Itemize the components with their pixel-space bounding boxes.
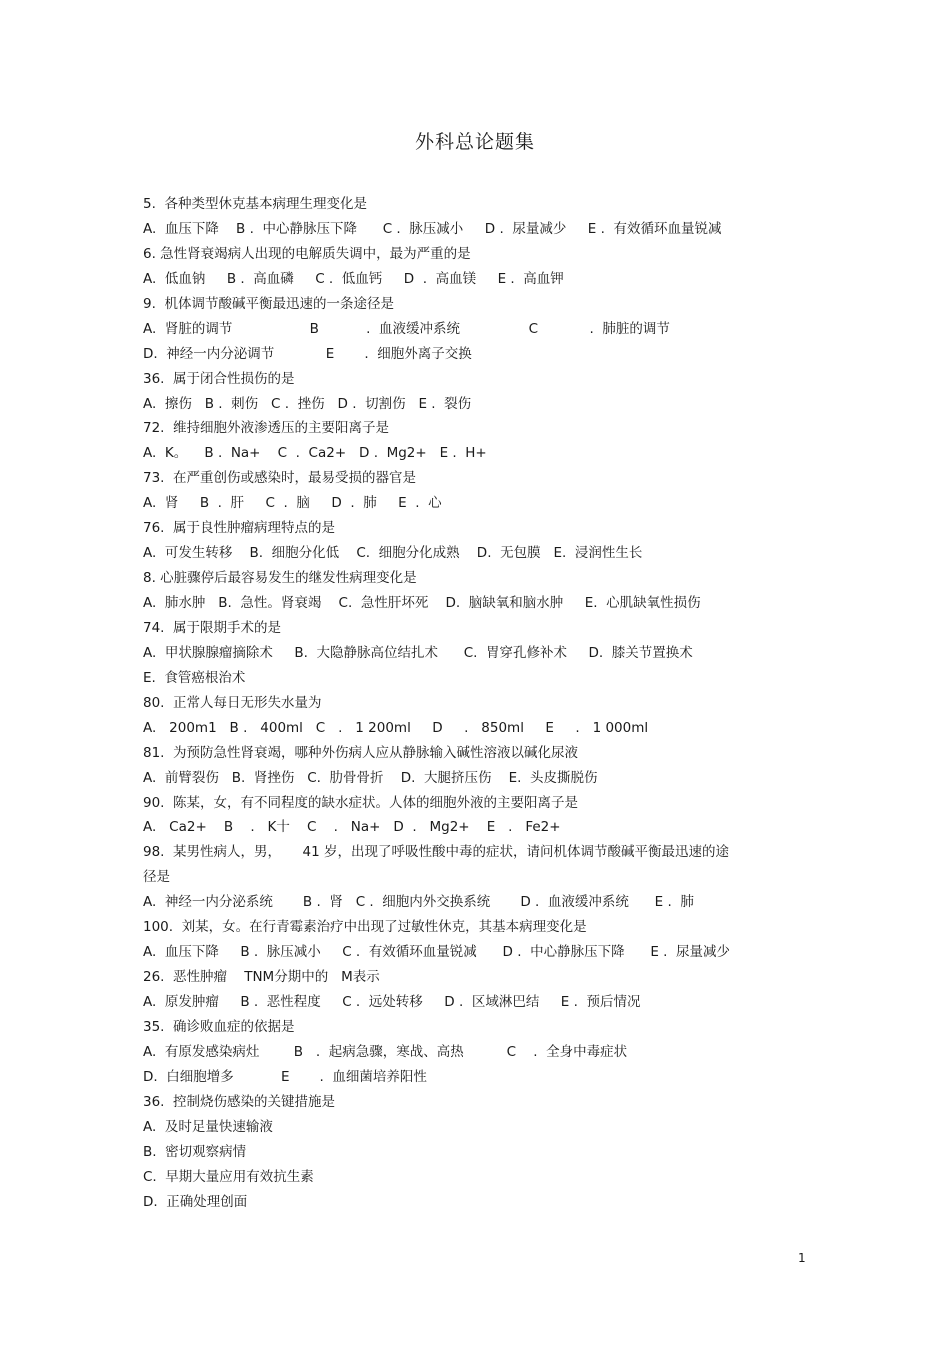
answer-options-line: A. 有原发感染病灶 B . 起病急骤，寒战、高热 C . 全身中毒症状: [143, 1043, 628, 1060]
question-list: [143, 192, 793, 1214]
question-line: 73. 在严重创伤或感染时，最易受损的器官是: [143, 470, 417, 487]
answer-options-line: A. 甲状腺腺瘤摘除术 B. 大隐静脉高位结扎术 C. 胃穿孔修补术 D. 膝关节置换术: [143, 644, 693, 661]
question-line: 径是: [143, 869, 170, 886]
answer-options-line: A. 低血钠 B . 高血磷 C . 低血钙 D . 高血镁 E . 高血钾: [143, 270, 564, 287]
question-line: 98. 某男性病人，男， 41 岁，出现了呼吸性酸中毒的症状，请问机体调节酸碱平衡最迅速的途: [143, 844, 729, 861]
question-line: 8. 心脏骤停后最容易发生的继发性病理变化是: [143, 570, 417, 587]
answer-options-line: A. 200m1 B . 400ml C . 1 200ml D . 850ml E . 1 000ml: [143, 719, 649, 736]
question-line: 36. 属于闭合性损伤的是: [143, 370, 295, 387]
question-line: 76. 属于良性肿瘤病理特点的是: [143, 520, 336, 537]
question-line: 5. 各种类型休克基本病理生理变化是: [143, 196, 367, 212]
question-line: 9. 机体调节酸碱平衡最迅速的一条途径是: [143, 295, 394, 312]
answer-options-line: A. 可发生转移 B. 细胞分化低 C. 细胞分化成熟 D. 无包膜 E. 浸润性生长: [143, 545, 643, 562]
answer-options-line: C. 早期大量应用有效抗生素: [143, 1168, 314, 1185]
question-line: 72. 维持细胞外液渗透压的主要阳离子是: [143, 420, 390, 437]
answer-options-line: A. 及时足量快速输液: [143, 1118, 273, 1135]
answer-options-line: A. 肾脏的调节 B . 血液缓冲系统 C . 肺脏的调节: [143, 320, 670, 337]
question-line: 74. 属于限期手术的是: [143, 619, 282, 636]
page-number: 1: [798, 1251, 806, 1265]
question-line: 100. 刘某，女。在行青霉素治疗中出现了过敏性休克，其基本病理变化是: [143, 919, 587, 936]
question-line: 90. 陈某，女，有不同程度的缺水症状。人体的细胞外液的主要阳离子是: [143, 794, 579, 811]
answer-options-line: A. 肾 B . 肝 C . 脑 D . 肺 E . 心: [143, 495, 442, 512]
answer-options-line: A. 血压下降 B . 脉压减小 C . 有效循环血量锐减 D . 中心静脉压下降 E . 尿量减少: [143, 944, 731, 961]
answer-options-line: A. 肺水肿 B. 急性。肾衰竭 C. 急性肝坏死 D. 脑缺氧和脑水肿 E. 心肌缺氧性损伤: [143, 595, 701, 611]
answer-options-line: E. 食管癌根治术: [143, 669, 246, 686]
question-line: 26. 恶性肿瘤 TNM分期中的 M表示: [143, 969, 380, 986]
page-title: 外科总论题集: [414, 131, 535, 153]
answer-options-line: D. 白细胞增多 E . 血细菌培养阳性: [143, 1068, 427, 1085]
answer-options-line: A. 血压下降 B . 中心静脉压下降 C . 脉压减小 D . 尿量减少 E . 有效循环血量锐减: [143, 220, 722, 237]
answer-options-line: B. 密切观察病情: [143, 1143, 247, 1160]
answer-options-line: D. 神经一内分泌调节 E . 细胞外离子交换: [143, 345, 472, 362]
answer-options-line: A. K。 B . Na+ C . Ca2+ D . Mg2+ E . H+: [143, 445, 487, 462]
answer-options-line: D. 正确处理创面: [143, 1193, 248, 1210]
question-line: 36. 控制烧伤感染的关键措施是: [143, 1093, 336, 1110]
question-line: 6. 急性肾衰竭病人出现的电解质失调中，最为严重的是: [143, 245, 471, 262]
question-line: 35. 确诊败血症的依据是: [143, 1018, 295, 1035]
answer-options-line: A. Ca2+ B . K十 C . Na+ D . Mg2+ E . Fe2+: [143, 819, 561, 836]
answer-options-line: A. 原发肿瘤 B . 恶性程度 C . 远处转移 D . 区域淋巴结 E . 预后情况: [143, 994, 641, 1010]
answer-options-line: A. 前臂裂伤 B. 肾挫伤 C. 肋骨骨折 D. 大腿挤压伤 E. 头皮撕脱伤: [143, 769, 598, 786]
question-line: 81. 为预防急性肾衰竭，哪种外伤病人应从静脉输入碱性溶液以碱化尿液: [143, 744, 579, 761]
question-line: 80. 正常人每日无形失水量为: [143, 694, 322, 711]
answer-options-line: A. 擦伤 B . 刺伤 C . 挫伤 D . 切割伤 E . 裂伤: [143, 395, 472, 412]
answer-options-line: A. 神经一内分泌系统 B . 肾 C . 细胞内外交换系统 D . 血液缓冲系统 E . 肺: [143, 894, 694, 911]
